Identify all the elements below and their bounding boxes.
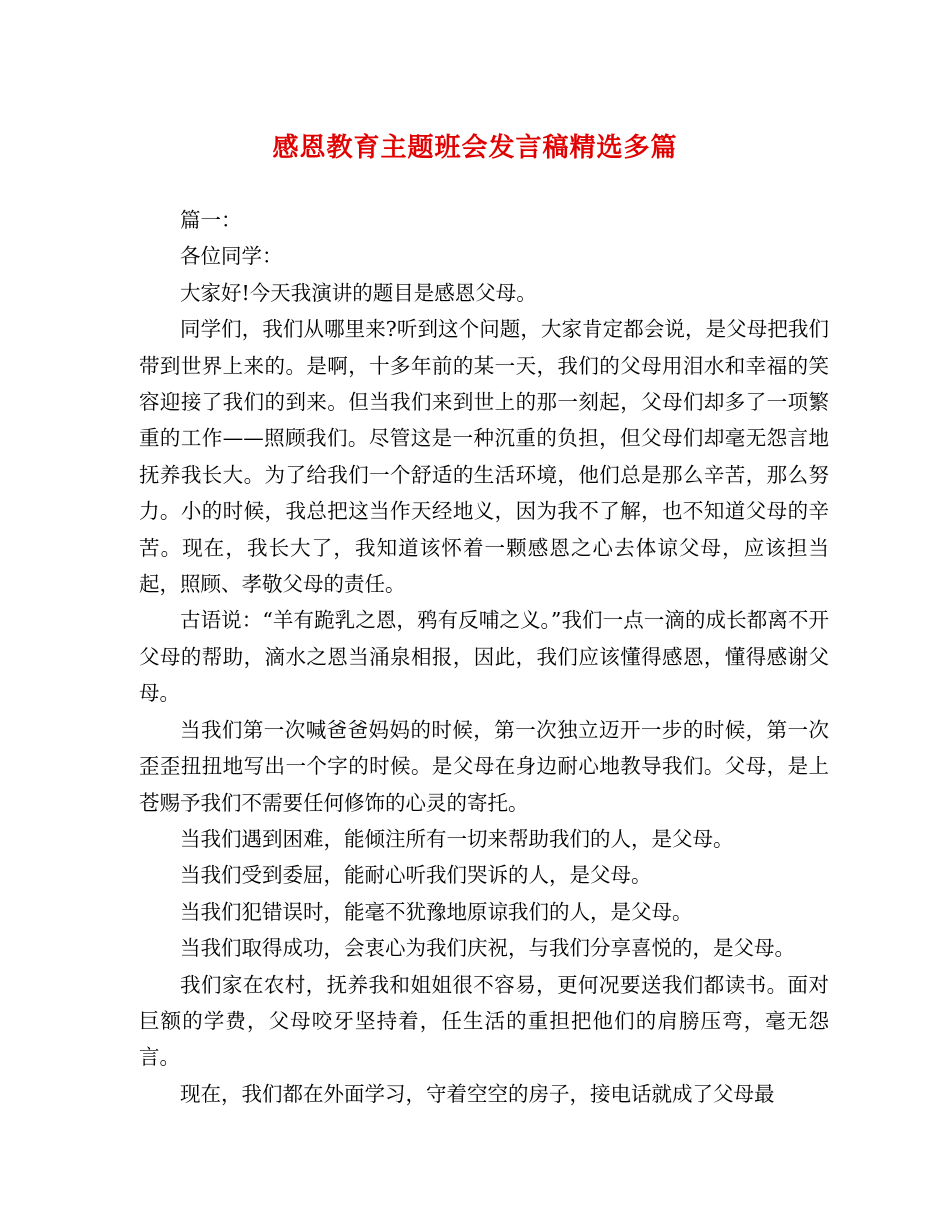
- paragraph: 古语说：“羊有跪乳之恩，鸦有反哺之义。”我们一点一滴的成长都离不开父母的帮助，滴水之恩当涌泉相报，因此，我们应该懂得感恩，懂得感谢父母。: [139, 608, 829, 706]
- paragraph: 当我们受到委屈，能耐心听我们哭诉的人，是父母。: [180, 863, 652, 888]
- paragraph: 当我们遇到困难，能倾注所有一切来帮助我们的人，是父母。: [180, 826, 734, 851]
- paragraph: 大家好!今天我演讲的题目是感恩父母。: [180, 280, 537, 305]
- document-body: [139, 202, 829, 1112]
- paragraph: 我们家在农村，抚养我和姐姐很不容易，更何况要送我们都读书。面对巨额的学费，父母咬牙坚持着，任生活的重担把他们的肩膀压弯，毫无怨言。: [139, 972, 829, 1070]
- section-heading: 篇一：: [180, 208, 242, 232]
- salutation: 各位同学：: [180, 244, 283, 269]
- paragraph: 当我们第一次喊爸爸妈妈的时候，第一次独立迈开一步的时候，第一次歪歪扭扭地写出一个字的时候。是父母在身边耐心地教导我们。父母，是上苍赐予我们不需要任何修饰的心灵的寄托。: [139, 717, 829, 815]
- paragraph: 当我们取得成功，会衷心为我们庆祝，与我们分享喜悦的，是父母。: [180, 936, 795, 961]
- paragraph: 现在，我们都在外面学习，守着空空的房子，接电话就成了父母最: [180, 1081, 775, 1106]
- paragraph: 当我们犯错误时，能毫不犹豫地原谅我们的人，是父母。: [180, 899, 693, 924]
- paragraph: 同学们，我们从哪里来?听到这个问题，大家肯定都会说，是父母把我们带到世界上来的。是啊，十多年前的某一天，我们的父母用泪水和幸福的笑容迎接了我们的到来。但当我们来到世上的那一刻起，父母们却多了一项繁重的工作——照顾我们。尽管这是一种沉重的负担，但父母们却毫无怨言地抚养我长大。为了给我们一个舒适的生活环境，他们总是那么辛苦，那么努力。小的时候，我总把这当作天经地义，因为我不了解，也不知道父母的辛苦。现在，我长大了，我知道该怀着一颗感恩之心去体谅父母，应该担当起，照顾、孝敬父母的责任。: [139, 317, 829, 597]
- document-title: 感恩教育主题班会发言稿精选多篇: [272, 133, 678, 163]
